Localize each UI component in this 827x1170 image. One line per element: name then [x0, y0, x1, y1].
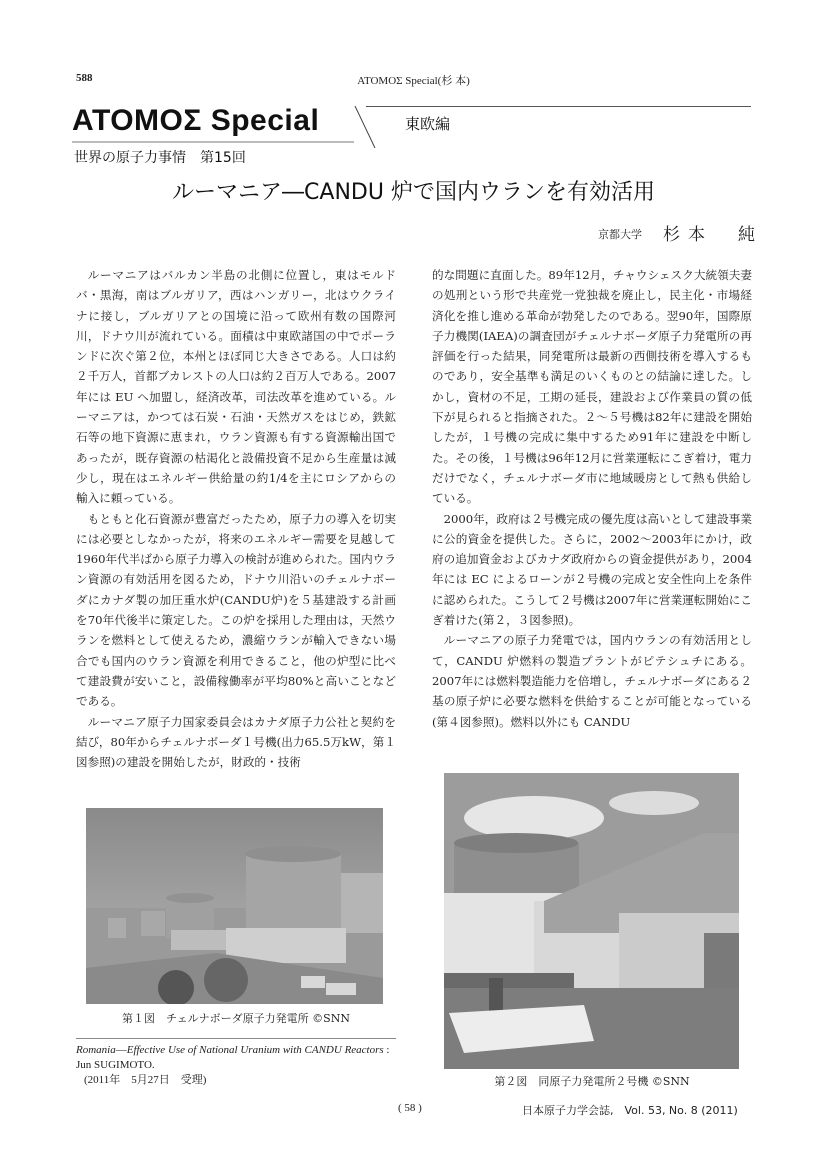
received-date: (2011年 5月27日 受理)	[84, 1074, 207, 1086]
header-slash-divider	[353, 105, 413, 149]
english-title: Romania―Effective Use of National Uranium with CANDU Reactors	[76, 1044, 384, 1056]
footnote	[76, 1043, 401, 1088]
figure-1-caption: 第１図 チェルナボーダ原子力発電所 ©SNN	[122, 1012, 350, 1025]
series-label: 世界の原子力事情 第15回	[74, 150, 246, 166]
figure-2-photo	[444, 773, 739, 1069]
footer-page: ( 58 )	[398, 1102, 422, 1114]
figure-2-caption: 第２図 同原子力発電所２号機 ©SNN	[494, 1075, 690, 1088]
paragraph: ルーマニアの原子力発電では，国内ウランの有効活用として，CANDU 炉燃料の製造プラントがピテシュチにある。2007年には燃料製造能力を倍増し，チェルナボーダにある２基の原子炉に必要な燃料を供給することが可能となっている(第４図参照)。燃料以外にも CANDU	[432, 633, 752, 729]
author-affiliation: 京都大学	[598, 228, 642, 241]
author-name: 杉本 純	[663, 225, 763, 245]
paragraph: 的な問題に直面した。89年12月，チャウシェスク大統領夫妻の処刑という形で共産党一党独裁を廃止し，民主化・市場経済化を推し進める革命が勃発したのである。翌90年，国際原子力機関(IAEA)の調査団がチェルナボーダ原子力発電所の再評価を行った結果，同発電所は最新の西側技術を導入するものであり，安全基準も満足のいくものとの結論に達した。しかし，資材の不足，工期の延長，建設および作業員の質の低下が見られると指摘された。２～５号機は82年に建設を開始したが，１号機の完成に集中するため91年に建設を中断した。その後，１号機は96年12月に営業運転にこぎ着け，電力だけでなく，チェルナボーダ市に地域暖房として熱も供給している。	[432, 268, 752, 506]
header-rule	[366, 106, 751, 107]
paragraph: 2000年，政府は２号機完成の優先度は高いとして建設事業に公的資金を提供した。さらに，2002～2003年にかけ，政府の追加資金およびカナダ政府からの資金提供があり，2004年には EC によるローンが２号機の完成と安全性向上を条件に認められた。こうして２号機は2007年に営業運転開始にこぎ着けた(第２，３図参照)。	[432, 511, 752, 628]
english-author: : Jun SUGIMOTO.	[76, 1044, 390, 1071]
footnote-rule	[76, 1038, 396, 1039]
brand-title: ATOMOΣ Special	[72, 104, 320, 137]
body-column-right	[432, 265, 752, 732]
running-head: ATOMOΣ Special(杉 本)	[357, 75, 470, 87]
paragraph: ルーマニアはバルカン半島の北側に位置し，東はモルドバ・黒海，南はブルガリア，西はハンガリー，北はウクライナに接し，ブルガリアとの国境に沿って欧州有数の国際河川，ドナウ川が流れている。面積は中東欧諸国の中でポーランドに次ぐ第２位，本州とほぼ同じ大きさである。人口は約２千万人，首都ブカレストの人口は約２百万人である。2007年には EU へ加盟し，経済改革，司法改革を進めている。ルーマニアは，かつては石炭・石油・天然ガスをはじめ，鉄鉱石等の地下資源に恵まれ，ウラン資源も有する資源輸出国であったが，既存資源の枯渇化と設備投資不足から生産量は減少し，現在はエネルギー供給量の約1/4を主にロシアからの輸入に頼っている。	[76, 268, 396, 506]
article-title: ルーマニア―CANDU 炉で国内ウランを有効活用	[172, 180, 655, 205]
paragraph: ルーマニア原子力国家委員会はカナダ原子力公社と契約を結び，80年からチェルナボーダ１号機(出力65.5万kW，第１図参照)の建設を開始したが，財政的・技術	[76, 714, 396, 770]
region-label: 東欧編	[405, 115, 451, 133]
paragraph: もともと化石資源が豊富だったため，原子力の導入を切実には必要としなかったが，将来のエネルギー需要を見越して1960年代半ばから原子力導入の検討が進められた。国内ウラン資源の有効活用を図るため，ドナウ川沿いのチェルナボーダにカナダ製の加圧重水炉(CANDU炉)を５基建設する計画を70年代後半に策定した。この炉を採用した理由は，天然ウランを燃料として使えるため，濃縮ウランが輸入できない場合でも国内のウラン資源を利用できること，他の炉型に比べて建設費が安いこと，設備稼働率が平均80%と高いことなどである。	[76, 511, 396, 709]
footer-journal: 日本原子力学会誌, Vol. 53, No. 8 (2011)	[522, 1104, 738, 1117]
body-column-left	[76, 265, 396, 772]
brand-underline	[72, 141, 354, 143]
figure-1-photo	[86, 808, 383, 1004]
page-number: 588	[76, 72, 93, 84]
